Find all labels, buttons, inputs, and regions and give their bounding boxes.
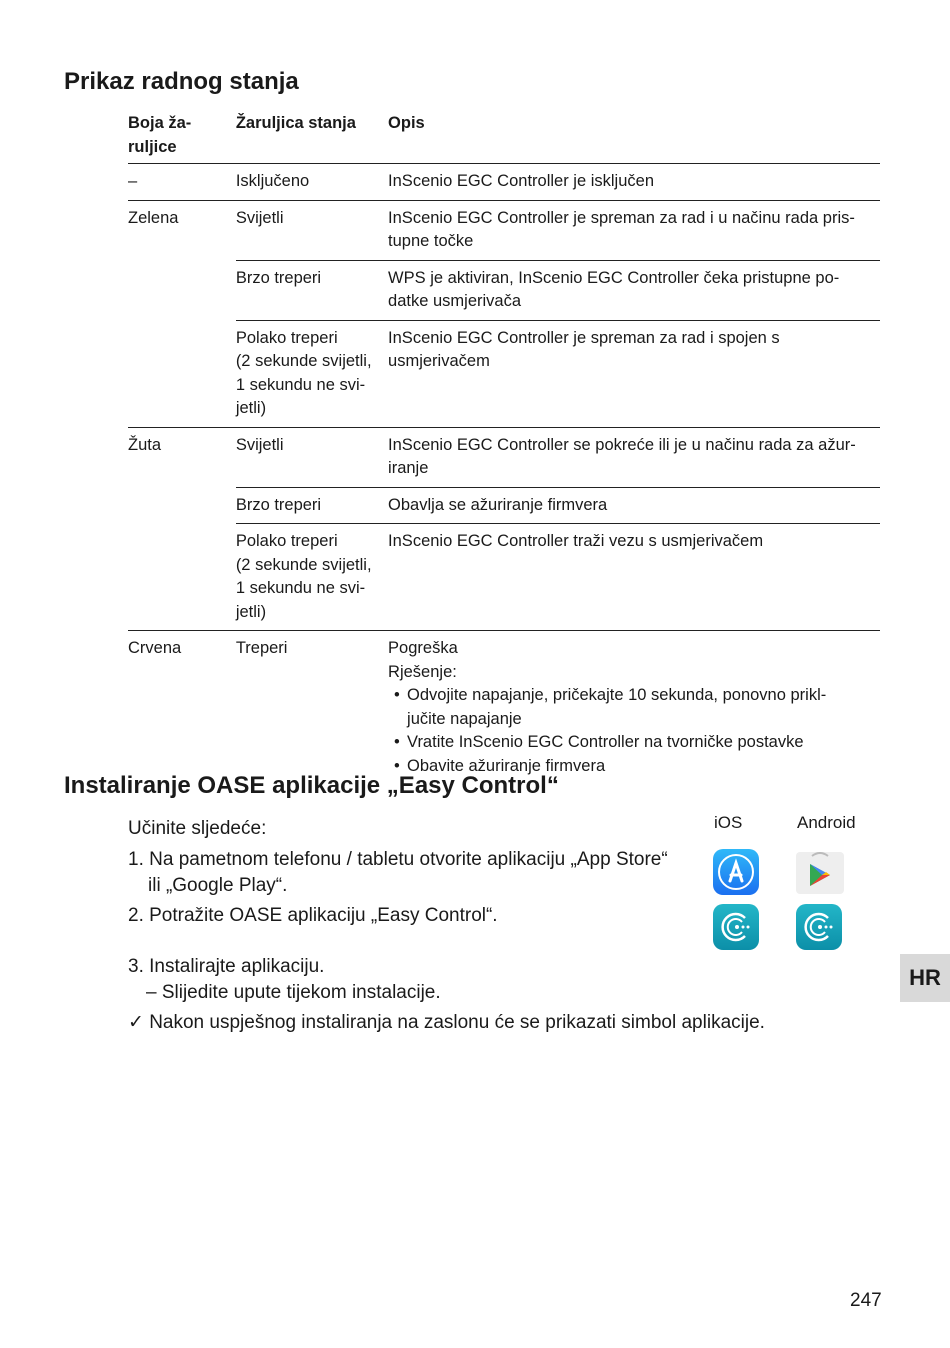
cell-color: Crvena [128,631,236,785]
cell-color [128,524,236,631]
cell-desc: InScenio EGC Controller traži vezu s usmjerivačem [388,524,880,631]
cell-state: Polako treperi (2 sekunde svijetli, 1 sekundu ne svi- jetli) [236,524,388,631]
table-row [128,524,880,631]
status-table [128,112,880,784]
step-1-continued: ili „Google Play“. [148,875,288,896]
list-item: • Odvojite napajanje, pričekajte 10 sekunda, ponovno prikl- jučite napajanje [388,684,876,731]
cell-state: Isključeno [235,172,310,190]
section-title-status: Prikaz radnog stanja [64,68,299,95]
cell-color [128,320,236,427]
page-number: 247 [850,1290,882,1311]
cell-desc: Obavlja se ažuriranje firmvera [388,487,880,524]
cell-color: Žuta [128,427,236,487]
list-item: • Obavite ažuriranje firmvera [388,755,876,779]
cell-desc: InScenio EGC Controller je spreman za rad i spojen s usmjerivačem [388,320,880,427]
section-title-install: Instaliranje OASE aplikacije „Easy Control“ [64,772,559,799]
cell-color [128,487,236,524]
cell-desc [388,631,880,785]
substep: – Slijedite upute tijekom instalacije. [146,982,441,1003]
cell-state: Polako treperi (2 sekunde svijetli, 1 sekundu ne svi- jetli) [236,320,388,427]
table-row [128,427,880,487]
header-color: Boja ža- ruljice [128,112,236,164]
table-row [128,631,880,785]
android-label: Android [797,813,856,832]
table-row [128,200,880,260]
table-row [128,164,880,201]
cell-desc: WPS je aktiviran, InScenio EGC Controller čeka pristupne po- datke usmjerivača [388,260,880,320]
cell-state: Brzo treperi [236,487,388,524]
cell-desc: InScenio EGC Controller se pokreće ili je u načinu rada za ažur- iranje [388,427,880,487]
google-play-icon [796,852,844,894]
cell-state: Svijetli [236,427,388,487]
language-tab: HR [900,954,950,1002]
ios-label: iOS [714,813,743,832]
oase-easy-control-icon [796,904,842,950]
cell-desc: InScenio EGC Controller je spreman za rad i u načinu rada pris- tupne točke [388,200,880,260]
step-2: 2. Potražite OASE aplikaciju „Easy Control“. [128,905,498,926]
header-state: Žaruljica stanja [236,112,388,164]
error-label: Pogreška [388,639,458,657]
result-text: ✓ Nakon uspješnog instaliranja na zaslonu će se prikazati simbol aplikacije. [128,1012,765,1033]
app-store-icon [713,849,759,895]
step-1: 1. Na pametnom telefonu / tabletu otvorite aplikaciju „App Store“ [128,849,668,870]
cell-color: – [128,172,138,190]
table-row [128,320,880,427]
intro-text: Učinite sljedeće: [128,818,267,839]
table-row [128,487,880,524]
cell-color: Zelena [128,200,236,260]
solution-label: Rješenje: [388,662,457,681]
oase-easy-control-icon [713,904,759,950]
list-item: • Vratite InScenio EGC Controller na tvorničke postavke [388,731,876,755]
step-3: 3. Instalirajte aplikaciju. [128,956,325,977]
cell-desc: InScenio EGC Controller je isključen [388,172,654,190]
table-row [128,260,880,320]
header-desc: Opis [388,112,880,164]
cell-state: Treperi [236,631,388,785]
cell-state: Brzo treperi [236,260,388,320]
cell-color [128,260,236,320]
cell-state: Svijetli [236,200,388,260]
table-header-row [128,112,880,164]
solution-list [388,684,876,778]
